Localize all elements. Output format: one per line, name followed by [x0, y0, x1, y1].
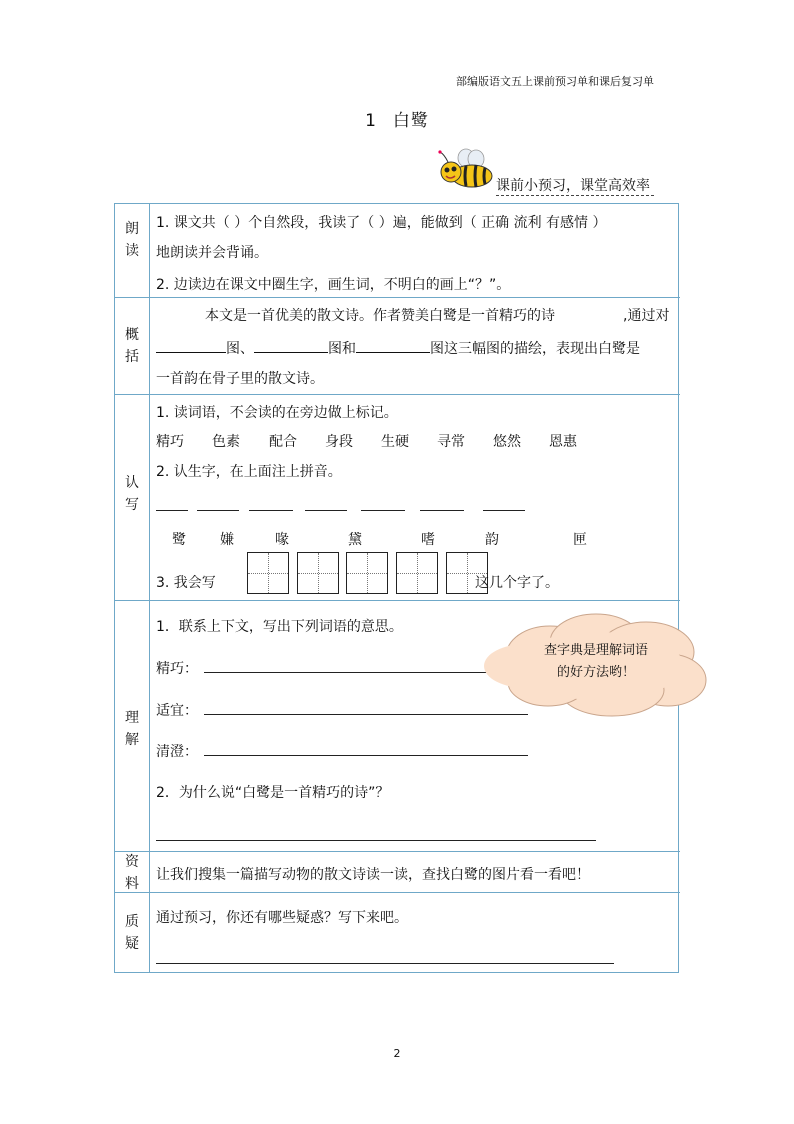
pinyin-blank[interactable]	[361, 510, 405, 511]
term-label: 适宜：	[156, 703, 198, 719]
worksheet-table	[114, 203, 679, 973]
page-title	[0, 106, 794, 131]
row-divider	[115, 600, 680, 601]
answer-line[interactable]	[156, 840, 596, 841]
row-divider	[115, 892, 680, 893]
row-label-recognize: 认 写	[125, 475, 139, 513]
lesson-number: 1	[365, 111, 377, 131]
writing-grid[interactable]	[346, 552, 388, 594]
summary-line-3: 一首韵在骨子里的散文诗。	[156, 371, 324, 387]
summary-line-1-a: 本文是一首优美的散文诗。作者赞美白鹭是一首精巧的诗	[205, 308, 555, 324]
char-item: 黛	[348, 532, 362, 548]
lesson-title: 白鹭	[392, 111, 429, 131]
char-item: 嫌	[220, 532, 234, 548]
row-divider	[115, 394, 680, 395]
char-item: 嗜	[421, 532, 435, 548]
pinyin-blank[interactable]	[197, 510, 239, 511]
row-label-questions: 质 疑	[125, 914, 139, 952]
word-item: 色素	[212, 434, 240, 450]
reading-item-1-line-1: 1. 课文共（ ）个自然段，我读了（ ）遍，能做到（ 正确 流利 有感情 ）	[156, 215, 607, 231]
label-column-divider	[149, 204, 150, 972]
row-divider	[115, 851, 680, 852]
word-item: 悠然	[493, 434, 521, 450]
word-item: 恩惠	[549, 434, 577, 450]
row-label-understand: 理 解	[125, 710, 139, 748]
recognize-task-1: 1. 读词语，不会读的在旁边做上标记。	[156, 405, 398, 421]
summary-line-1-b: ,通过对	[623, 308, 670, 324]
reading-item-2: 2. 边读边在课文中圈生字，画生词，不明白的画上“？”。	[156, 277, 511, 293]
recognize-task-3-a: 3. 我会写	[156, 575, 216, 591]
pinyin-blank[interactable]	[156, 510, 188, 511]
blank-picture-3[interactable]	[356, 338, 430, 353]
page-number: 2	[393, 1047, 401, 1060]
answer-line[interactable]	[204, 755, 528, 756]
row-divider	[115, 297, 680, 298]
word-item: 配合	[269, 434, 297, 450]
recognize-task-2: 2. 认生字，在上面注上拼音。	[156, 464, 342, 480]
writing-grid[interactable]	[297, 552, 339, 594]
writing-grid[interactable]	[247, 552, 289, 594]
term-label: 清澄：	[156, 744, 198, 760]
understand-task-2: 2．为什么说“白鹭是一首精巧的诗”？	[156, 785, 390, 801]
summary-line-2: 图、 图和 图这三幅图的描绘，表现出白鹭是	[156, 338, 640, 358]
understand-task-1: 1．联系上下文，写出下列词语的意思。	[156, 619, 403, 635]
questions-text: 通过预习，你还有哪些疑惑？写下来吧。	[156, 910, 408, 926]
blank-picture-2[interactable]	[254, 338, 328, 353]
row-label-summary: 概 括	[125, 327, 139, 365]
word-item: 身段	[325, 434, 353, 450]
tip-line-2: 的好方法哟！	[556, 665, 635, 680]
row-label-reading: 朗 读	[125, 221, 139, 259]
word-item: 生硬	[381, 434, 409, 450]
pinyin-blank[interactable]	[483, 510, 525, 511]
char-item: 喙	[275, 532, 289, 548]
bee-icon	[436, 148, 494, 190]
header-note: 部编版语文五上课前预习单和课后复习单	[456, 75, 654, 88]
word-item: 寻常	[437, 434, 465, 450]
slogan: 课前小预习，课堂高效率	[496, 175, 654, 196]
materials-text: 让我们搜集一篇描写动物的散文诗读一读，查找白鹭的图片看一看吧！	[156, 867, 590, 883]
pinyin-blank[interactable]	[420, 510, 464, 511]
tip-line-1: 查字典是理解词语	[543, 643, 648, 658]
pinyin-blank[interactable]	[249, 510, 293, 511]
pinyin-blank[interactable]	[305, 510, 347, 511]
row-label-materials: 资 料	[125, 854, 139, 892]
word-item: 精巧	[156, 434, 184, 450]
char-item: 匣	[573, 532, 587, 548]
term-label: 精巧：	[156, 661, 198, 677]
recognize-task-3-b: 这几个字了。	[475, 575, 559, 591]
writing-grid[interactable]	[396, 552, 438, 594]
blank-picture-1[interactable]	[156, 338, 226, 353]
tip-text	[506, 640, 686, 684]
char-item: 鹭	[172, 532, 186, 548]
char-item: 韵	[485, 532, 499, 548]
reading-item-1-line-2: 地朗读并会背诵。	[156, 245, 268, 261]
answer-line[interactable]	[156, 963, 614, 964]
